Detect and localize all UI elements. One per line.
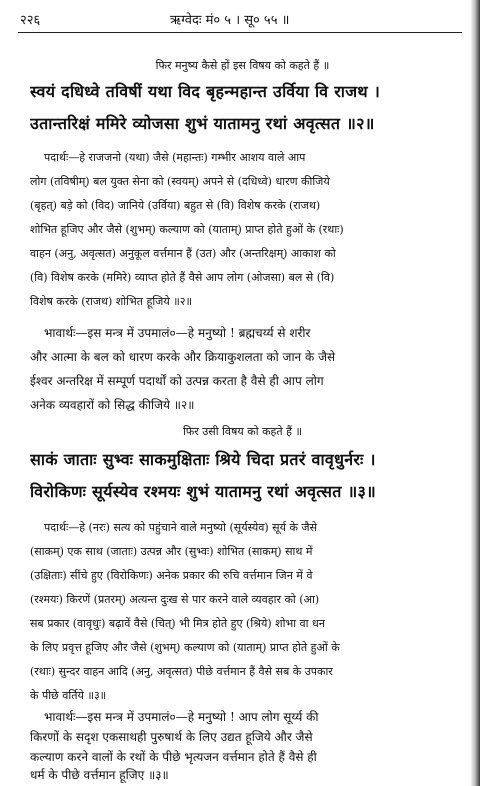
section2-padartha-line-5: सब प्रकार (वावृधुः) बढ़ावें वैसे (चित्) भी मित्र होते हुए (श्रिये) शोभा वा धन [30, 617, 325, 630]
section2-padartha-line-1: पदार्थः—हे (नरः) सत्य को पहुंचाने वाले मनुष्यो (सूर्यस्येव) सूर्य के जैसे [44, 521, 318, 534]
section2-padartha-line-6: के लिए प्रवृत्त हूजिए और जैसे (शुभम्) कल्याण को (याताम्) प्राप्त होते हुओं के [30, 641, 340, 654]
section1-bhavartha-line-4: अनेक व्यवहारों को सिद्ध कीजिये ॥२॥ [30, 398, 195, 412]
section1-mantra-line-2: उतान्तरिक्षं ममिरे व्योजसा शुभं यातामनु रथां अवृत्सत ॥२॥ [30, 114, 375, 133]
section2-padartha-line-8: के पीछे वर्तिये ॥३॥ [30, 689, 107, 702]
section1-padartha-line-1: पदार्थः—हे राजजनो (यथा) जैसे (महान्तः) गम्भीर आशय वाले आप [44, 151, 306, 164]
section2-padartha-line-7: (रथाः) सुन्दर वाहन आदि (अनु, अवृत्सत) पीछे वर्त्तमान हैं वैसे सब के उपकार [30, 665, 333, 678]
section2-mantra-line-1: साकं जाताः सुभ्वः साकमुक्षिताः श्रिये चिदा प्रतरं वावृधुर्नरः । [30, 450, 376, 469]
section1-padartha-line-7: विशेष करके (राजथ) शोभित हूजिये ॥२॥ [30, 295, 193, 308]
section2-padartha-line-3: (उक्षिताः) सींचे हुए (विरोकिणः) अनेक प्रकार की रुचि वर्त्तमान जिन में वे [30, 569, 313, 582]
page-header [20, 6, 460, 32]
section1-padartha-line-4: शोभित हूजिए और जैसे (शुभम्) कल्याण को (याताम्) प्राप्त होते हुओं के (रथाः) [30, 223, 344, 236]
section2-padartha-line-4: (रश्मयः) किरणें (प्रतरम्) अत्यन्त दुःख से पार करने वाले व्यवहार को (आ) [30, 593, 320, 606]
section1-bhavartha-line-1: भावार्थः—इस मन्त्र में उपमालं०—हे मनुष्यो ! ब्रह्मचर्य्य से शरीर [44, 326, 311, 340]
section1-padartha-line-2: लोग (तविषीम्) बल युक्त सेना को (स्वयम्) अपने से (दधिध्वे) धारण कीजिये [30, 175, 330, 188]
section1-bhavartha-line-2: और आत्मा के बल को धारण करके और क्रियाकुशलता को जान के जैसे [30, 350, 336, 364]
section2-mantra-line-2: विरोकिणः सूर्यस्येव रश्मयः शुभं यातामनु रथां अवृत्सत ॥३॥ [30, 482, 376, 501]
section2-padartha-line-2: (साकम्) एक साथ (जाताः) उत्पन्न और (सुभ्वः) शोभित (साकम्) साथ में [30, 545, 313, 558]
running-title: ऋग्वेदः मं० ५ । सू० ५५ ॥ [170, 13, 290, 28]
section1-padartha-line-5: वाहन (अनु, अवृत्सत) अनुकूल वर्त्तमान हैं (उत) और (अन्तरिक्षम्) आकाश को [30, 247, 336, 260]
section2-bhavartha-line-4: धर्म के पीछे वर्त्तमान हूजिए ॥३॥ [30, 768, 169, 782]
section1-padartha-line-3: (बृहत्) बड़े को (विद) जानिये (उर्विया) बहुत से (वि) विशेष करके (राजथ) [30, 199, 321, 212]
section2-bhavartha-line-3: कल्याण करने वालों के रथों के पीछे भृत्यजन वर्त्तमान होते हैं वैसे ही [30, 750, 317, 764]
section2-bhavartha-line-2: किरणों के सदृश एकसाथही पुरुषार्थ के लिए उद्यत हूजिये और जैसे [30, 730, 313, 744]
section1-padartha-line-6: (वि) विशेष करके (ममिरे) व्याप्त होते हैं वैसे आप लोग (ओजसा) बल से (वि) [30, 271, 335, 284]
section1-mantra-line-1: स्वयं दधिध्वे तविषीं यथा विद बृहन्महान्त उर्विया वि राजथ । [30, 82, 381, 101]
section1-intro: फिर मनुष्य कैसे हों इस विषय को कहते हैं ॥ [155, 59, 330, 72]
section1-bhavartha-line-3: ईश्वर अन्तरिक्ष में सम्पूर्ण पदार्थों को उत्पन्न करता है वैसे ही आप लोग [30, 374, 324, 388]
page-edge-shadow [470, 0, 480, 786]
page-number: २२६ [20, 13, 41, 28]
section2-bhavartha-line-1: भावार्थः—इस मन्त्र में उपमालं०—हे मनुष्यो ! आप लोग सूर्य्य की [44, 710, 319, 724]
header-rule [18, 32, 462, 33]
section2-intro: फिर उसी विषय को कहते हैं ॥ [182, 425, 303, 438]
